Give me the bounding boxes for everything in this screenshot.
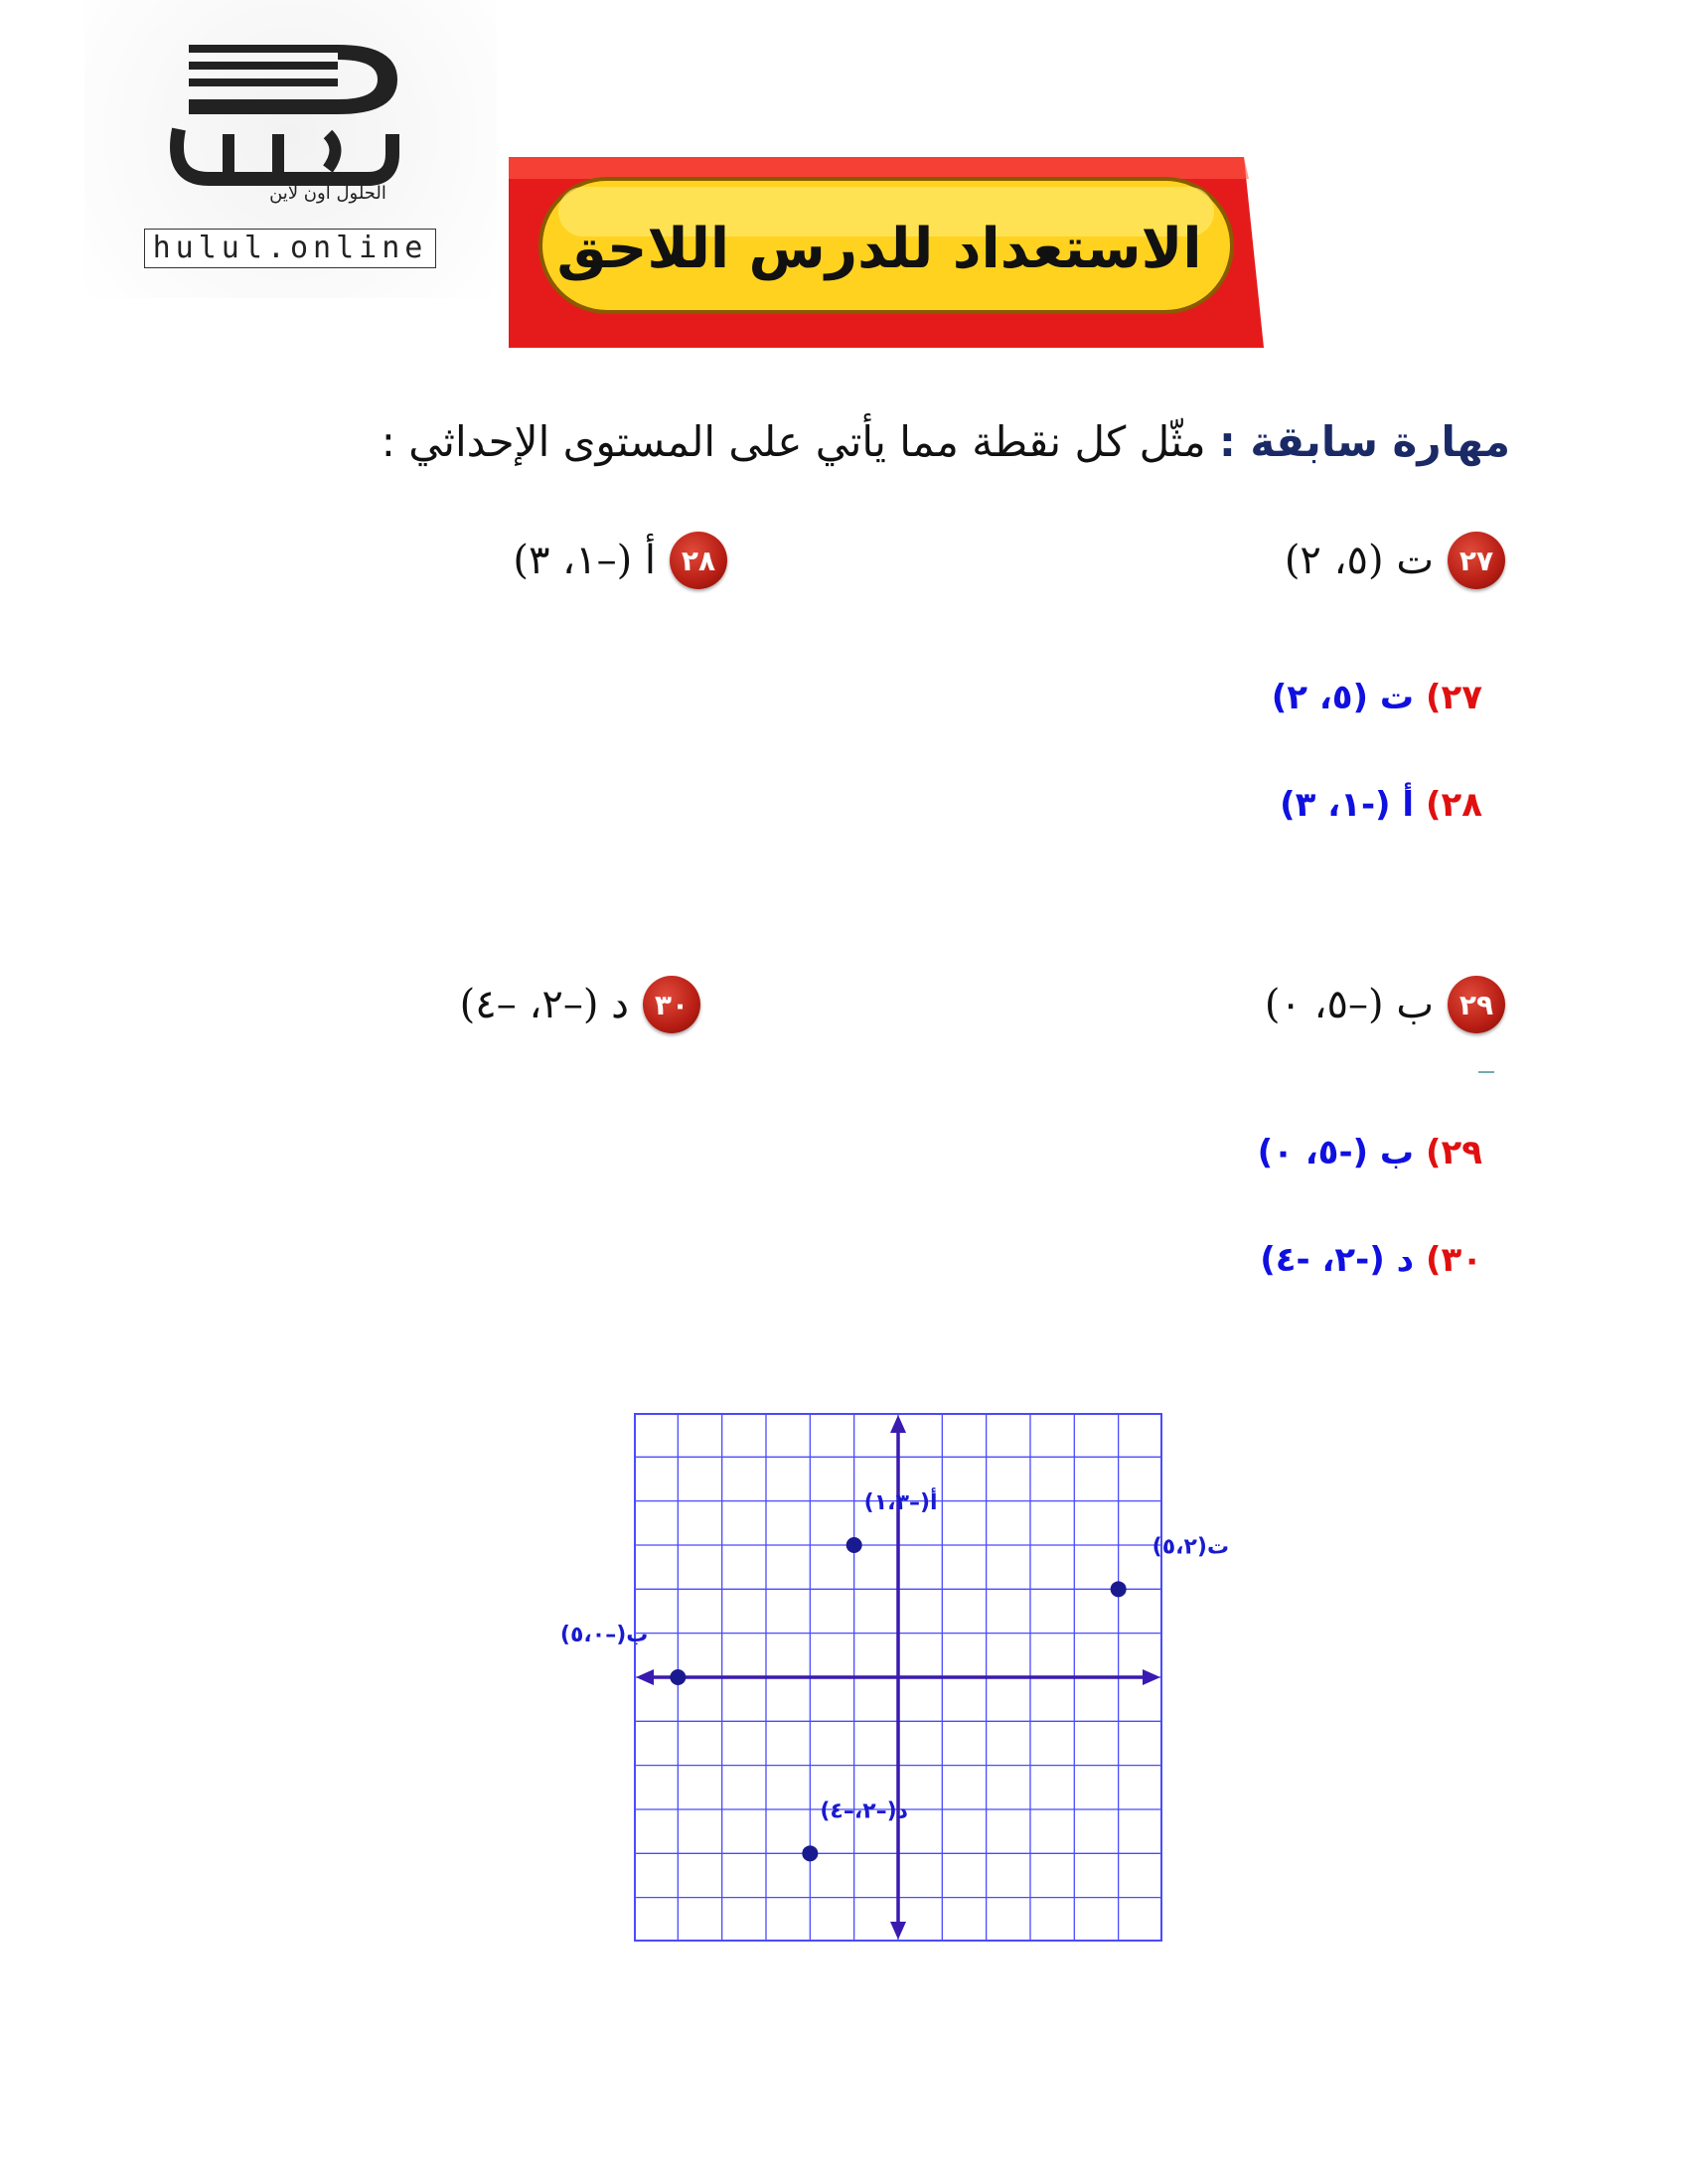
answer-text: أ (-١، ٣) bbox=[1280, 785, 1415, 825]
point-label: د(–٢،–٤) bbox=[820, 1798, 908, 1824]
answer-text: ت (٥، ٢) bbox=[1271, 678, 1415, 717]
coordinate-plane bbox=[559, 1413, 1230, 1942]
skill-label: مهارة سابقة : bbox=[1218, 417, 1510, 466]
answer-number: ٢٩) bbox=[1425, 1133, 1482, 1172]
logo-url: hulul.online bbox=[144, 229, 436, 268]
instructions bbox=[382, 417, 1510, 466]
plotted-point bbox=[802, 1845, 818, 1861]
answer-text: د (-٢، -٤) bbox=[1260, 1240, 1415, 1280]
point-label: ت(٥،٢) bbox=[1152, 1534, 1230, 1560]
exercise-28 bbox=[513, 532, 727, 589]
exercise-27 bbox=[1285, 532, 1505, 589]
answer-number: ٢٧) bbox=[1425, 678, 1482, 717]
exercise-number-badge: ٢٨ bbox=[670, 532, 727, 589]
hulul-logo bbox=[169, 40, 407, 209]
logo-tagline: الحلول اون لاين bbox=[269, 183, 386, 204]
exercise-30 bbox=[460, 976, 700, 1033]
exercise-text: ت (٥، ٢) bbox=[1284, 538, 1434, 583]
exercise-number-badge: ٢٩ bbox=[1448, 976, 1505, 1033]
answer-number: ٢٨) bbox=[1425, 785, 1482, 825]
exercise-text: د (–٢، –٤) bbox=[459, 982, 629, 1027]
answer-number: ٣٠) bbox=[1425, 1240, 1482, 1280]
exercise-29 bbox=[1265, 976, 1505, 1033]
point-label: أ(–١،٣) bbox=[863, 1490, 938, 1516]
answer-30 bbox=[1260, 1240, 1482, 1280]
instruction-text: مثّل كل نقطة مما يأتي على المستوى الإحداثي : bbox=[381, 417, 1206, 466]
plotted-point bbox=[670, 1669, 686, 1685]
divider-mark bbox=[1478, 1071, 1494, 1073]
exercise-number-badge: ٣٠ bbox=[643, 976, 700, 1033]
plotted-point bbox=[1111, 1581, 1127, 1597]
point-label: ب(–٥،٠) bbox=[559, 1623, 649, 1647]
coordinate-plane-svg bbox=[559, 1413, 1230, 1942]
plotted-point bbox=[846, 1537, 862, 1553]
answer-text: ب (-٥، ٠) bbox=[1257, 1133, 1415, 1172]
exercise-text: أ (–١، ٣) bbox=[513, 538, 656, 583]
exercise-number-badge: ٢٧ bbox=[1448, 532, 1505, 589]
exercise-text: ب (–٥، ٠) bbox=[1264, 982, 1434, 1027]
answer-29 bbox=[1258, 1133, 1482, 1172]
answer-27 bbox=[1272, 678, 1482, 717]
banner-title: الاستعداد للدرس اللاحق bbox=[556, 216, 1202, 281]
answer-28 bbox=[1280, 785, 1482, 825]
